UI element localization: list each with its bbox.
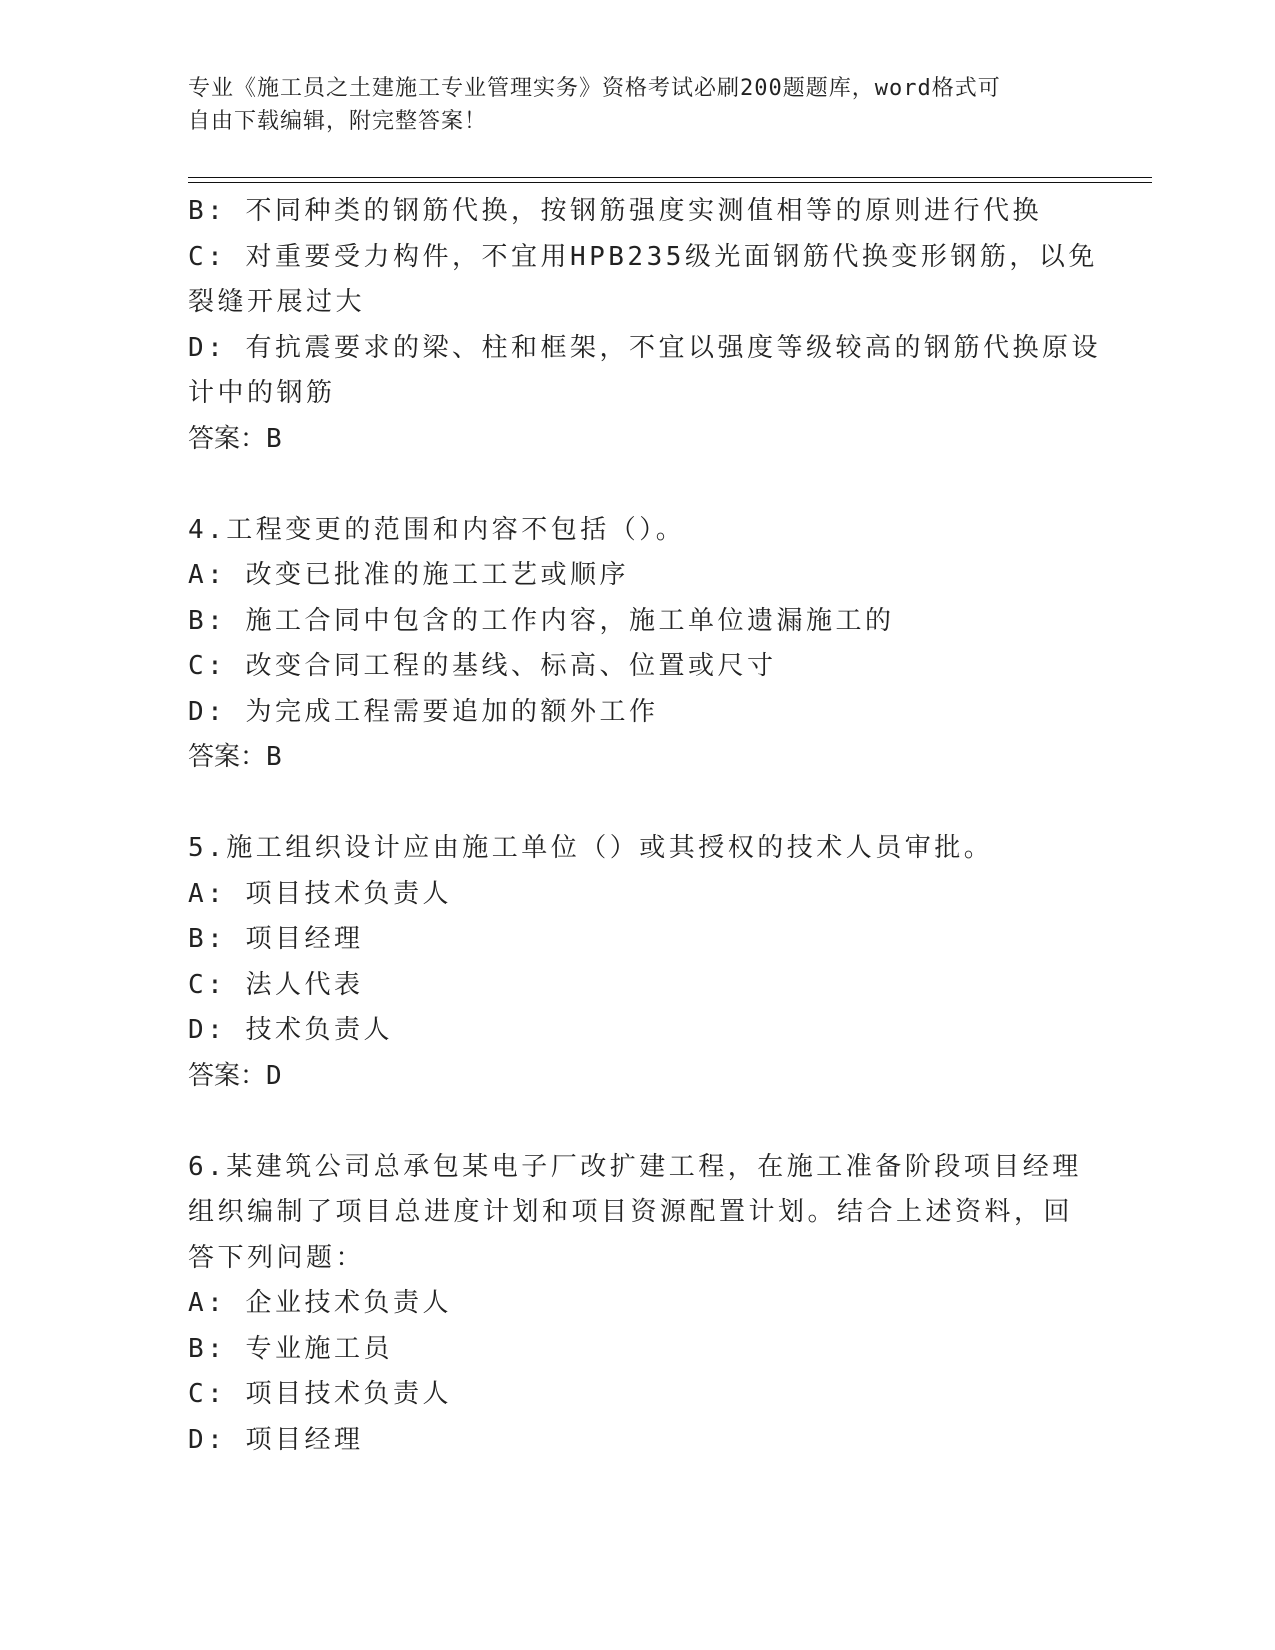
q5-option-a: A: 项目技术负责人 <box>188 878 452 909</box>
q4-option-c: C: 改变合同工程的基线、标高、位置或尺寸 <box>188 651 777 681</box>
q3-answer-value: B <box>266 423 283 454</box>
q6-question-line-3: 答下列问题： <box>188 1242 366 1273</box>
q6-question-line-2: 组织编制了项目总进度计划和项目资源配置计划。结合上述资料，回 <box>188 1197 1074 1227</box>
q5-answer-label: 答案： <box>188 1060 267 1091</box>
header-divider-bottom <box>188 182 1152 183</box>
q3-answer <box>188 417 1088 463</box>
q5-question: 5.施工组织设计应由施工单位（）或其授权的技术人员审批。 <box>188 833 994 863</box>
q4-answer-value: B <box>266 742 283 772</box>
question-6-block <box>188 1145 1088 1464</box>
q5-answer-value: D <box>266 1060 283 1091</box>
q6-option-d: D: 项目经理 <box>188 1424 364 1455</box>
q6-option-c: C: 项目技术负责人 <box>188 1379 452 1409</box>
q5-answer <box>188 1054 1088 1100</box>
q3-option-d-line-2: 计中的钢筋 <box>188 378 336 408</box>
spacer <box>188 462 1088 508</box>
q6-question-line-1: 6.某建筑公司总承包某电子厂改扩建工程，在施工准备阶段项目经理 <box>188 1151 1082 1182</box>
q4-answer <box>188 735 1088 781</box>
q4-option-d: D: 为完成工程需要追加的额外工作 <box>188 696 659 727</box>
question-5-block <box>188 826 1088 1099</box>
document-header <box>188 72 1068 138</box>
document-body <box>188 189 1101 1463</box>
question-4-block <box>188 508 1088 781</box>
q5-option-d: D: 技术负责人 <box>188 1015 393 1045</box>
q4-option-b: B: 施工合同中包含的工作内容，施工单位遗漏施工的 <box>188 605 895 636</box>
q3-answer-label: 答案： <box>188 423 267 454</box>
q6-option-b: B: 专业施工员 <box>188 1333 393 1364</box>
header-title-line-1: 专业《施工员之土建施工专业管理实务》资格考试必刷200题题库，word格式可 <box>188 76 1001 101</box>
q4-answer-label: 答案： <box>188 742 267 772</box>
header-title-line-2: 自由下载编辑，附完整答案！ <box>188 109 488 134</box>
q3-option-c-line-1: C: 对重要受力构件，不宜用HPB235级光面钢筋代换变形钢筋，以免 <box>188 241 1098 272</box>
q5-option-c: C: 法人代表 <box>188 969 364 1000</box>
question-3-block <box>188 189 1101 462</box>
spacer <box>188 1099 1088 1145</box>
q4-option-a: A: 改变已批准的施工工艺或顺序 <box>188 560 629 590</box>
q3-option-c-line-2: 裂缝开展过大 <box>188 287 366 317</box>
q6-option-a: A: 企业技术负责人 <box>188 1288 452 1318</box>
q5-option-b: B: 项目经理 <box>188 924 364 954</box>
spacer <box>188 781 1088 827</box>
q3-option-d-line-1: D: 有抗震要求的梁、柱和框架，不宜以强度等级较高的钢筋代换原设 <box>188 332 1101 363</box>
q3-option-b: B: 不同种类的钢筋代换，按钢筋强度实测值相等的原则进行代换 <box>188 196 1042 226</box>
q4-question: 4.工程变更的范围和内容不包括（）。 <box>188 514 686 545</box>
header-divider-top <box>188 177 1152 178</box>
